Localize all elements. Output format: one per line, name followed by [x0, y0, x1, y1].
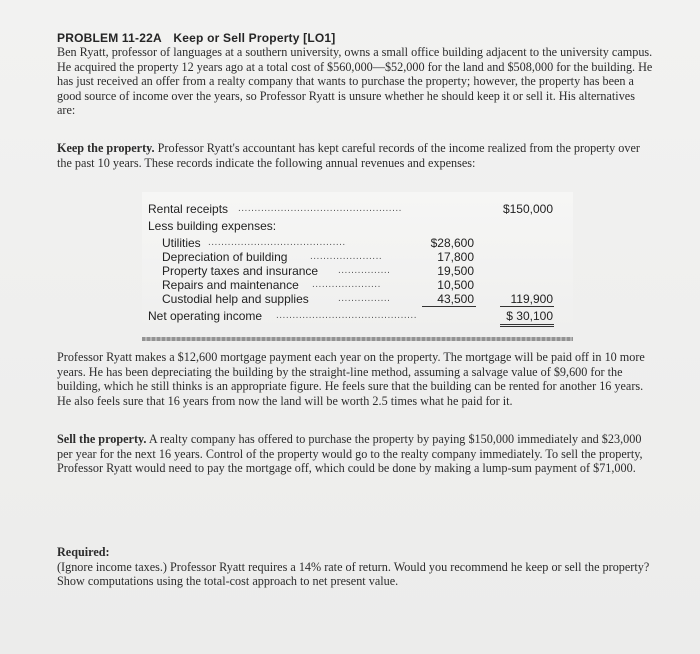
double-rule-bottom: [500, 326, 554, 327]
total-rule: [500, 306, 554, 307]
keep-paragraph: [57, 141, 653, 170]
less-expenses-label: Less building expenses:: [148, 219, 277, 233]
problem-title: [57, 31, 336, 45]
net-income-value: $ 30,100: [506, 309, 553, 323]
keep-text: Professor Ryatt's accountant has kept careful records of the income realized from the property over the past 10 years. These records indicate the following annual revenues and expenses:: [57, 141, 640, 170]
leader-dots: ................: [338, 265, 391, 276]
table-bottom-border: [142, 337, 573, 341]
less-expenses-row: [142, 219, 573, 233]
sell-text: A realty company has offered to purchase the property by paying $150,000 immediately and $23,000 per year for the next 16 years. Control of the property would go to the realty company immediately. To sell the property, Professor Ryatt would need to pay the mortgage off, which could be done by making a lump-sum payment of $71,000.: [57, 432, 643, 476]
sell-heading: Sell the property.: [57, 432, 147, 446]
leader-dots: ......................: [310, 251, 383, 262]
expense-label: Depreciation of building: [162, 250, 288, 264]
required-text: (Ignore income taxes.) Professor Ryatt requires a 14% rate of return. Would you recommend he keep or sell the property? Show computations using the total-cost approach to net present value.: [57, 559, 650, 589]
leader-dots: ..................................................: [238, 203, 402, 214]
income-table: [142, 192, 573, 330]
subtotal-rule: [422, 306, 476, 307]
keep-heading: Keep the property.: [57, 141, 155, 155]
expense-label: Property taxes and insurance: [162, 264, 319, 278]
expense-value: 10,500: [437, 278, 474, 292]
expense-row: [142, 292, 573, 306]
expense-label: Repairs and maintenance: [162, 278, 299, 292]
required-heading: Required:: [57, 545, 110, 559]
total-expenses-value: 119,900: [510, 292, 553, 306]
leader-dots: .....................: [312, 279, 381, 290]
intro-paragraph: Ben Ryatt, professor of languages at a southern university, owns a small office building adjacent to the university campus. He acquired the property 12 years ago at a total cost of $560,000—$52,000 for the land and $508,000 for the building. He has just received an offer from a realty company that wants to purchase the property; however, the property has been a good source of income over the years, so Professor Ryatt is unsure whether he should keep it or sell it. His alternatives are:: [57, 45, 653, 118]
expense-row: [142, 236, 573, 250]
rental-receipts-label: Rental receipts: [148, 202, 229, 216]
expense-row: [142, 264, 573, 278]
problem-heading: Keep or Sell Property [LO1]: [173, 31, 336, 45]
expense-value: 43,500: [437, 292, 474, 306]
sell-paragraph: [57, 432, 653, 476]
rental-receipts-value: $150,000: [502, 202, 553, 216]
expense-value: $28,600: [430, 236, 474, 250]
leader-dots: ...........................................: [276, 310, 417, 321]
expense-row: [142, 250, 573, 264]
net-income-row: [142, 309, 573, 323]
problem-number: PROBLEM 11-22A: [57, 31, 162, 45]
required-section: [57, 545, 653, 589]
expense-label: Custodial help and supplies: [162, 292, 309, 306]
expense-value: 17,800: [437, 250, 474, 264]
rental-receipts-row: [142, 202, 573, 216]
mortgage-paragraph: Professor Ryatt makes a $12,600 mortgage payment each year on the property. The mortgage will be paid off in 10 more years. He has been depreciating the building by the straight-line method, assuming a salvage value of $9,600 for the building, which he still thinks is an appropriate figure. He feels sure that the building can be rented for another 16 years. He also feels sure that 16 years from now the land will be worth 2.5 times what he paid for it.: [57, 350, 645, 408]
double-rule-top: [500, 324, 554, 325]
leader-dots: ................: [338, 293, 391, 304]
expense-row: [142, 278, 573, 292]
net-income-label: Net operating income: [148, 309, 263, 323]
expense-value: 19,500: [437, 264, 474, 278]
leader-dots: ..........................................: [208, 237, 346, 248]
expense-label: Utilities: [162, 236, 201, 250]
